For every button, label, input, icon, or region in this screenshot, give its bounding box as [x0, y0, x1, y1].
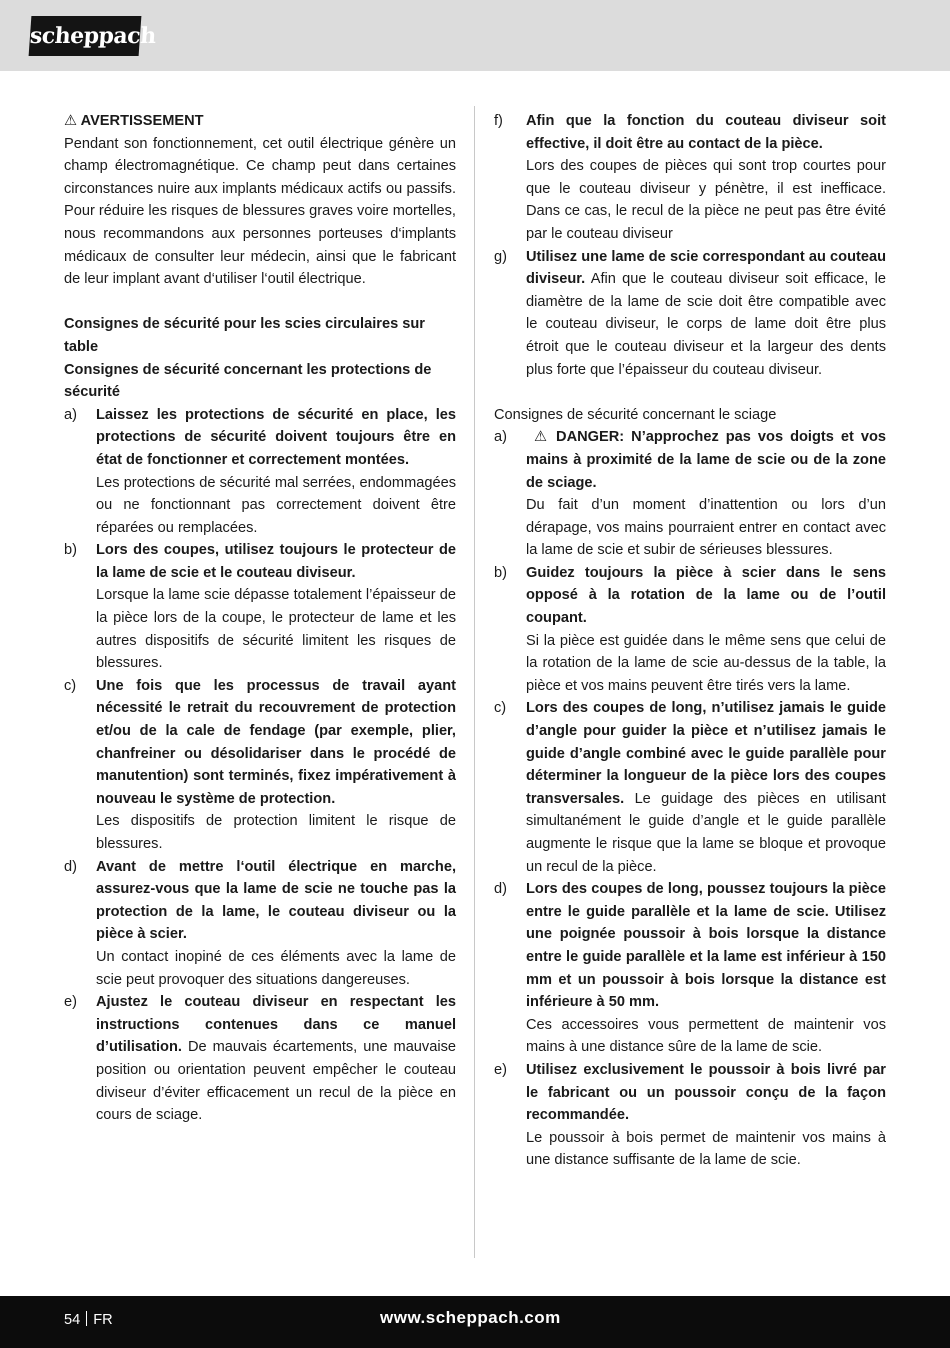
scheppach-logo: scheppach	[29, 16, 142, 56]
warning-text: Pendant son fonctionnement, cet outil électrique génère un champ électromagnétique. Ce champ peut dans certaines circonstances nuire aux implants médicaux actifs ou passifs. Pour réduire les risques de blessures graves voire mortelles, nous recommandons aux personnes porteuses d‘implants médicaux de consulter leur médecin, ainsi que le fabricant de leur implant avant d‘utiliser l‘outil électrique.	[64, 135, 456, 288]
column-divider	[474, 106, 475, 1258]
page-separator	[86, 1311, 87, 1326]
list-item	[64, 404, 456, 540]
item-marker: e)	[64, 994, 77, 1011]
item-instruction: Ajustez le couteau diviseur en respectant les instructions contenues dans ce manuel d’utilisation.	[96, 994, 456, 1056]
item-explanation: Si la pièce est guidée dans le même sens que celui de la rotation de la lame de scie au-dessus de la table, la pièce et vos mains peuvent être tirés vers la lame.	[526, 632, 886, 694]
item-marker: d)	[64, 858, 77, 875]
item-instruction: Guidez toujours la pièce à scier dans le sens opposé à la rotation de la lame ou de l’outil coupant.	[526, 564, 886, 627]
item-marker: f)	[494, 113, 503, 129]
section-heading-protections: Consignes de sécurité concernant les protections de sécurité	[64, 361, 432, 401]
page-indicator	[64, 1309, 113, 1331]
item-explanation: De mauvais écartements, une mauvaise position ou orientation peuvent empêcher le couteau diviseur d’éviter efficacement un recul de la pièce en cours de sciage.	[96, 1039, 456, 1124]
warning-triangle-icon: ⚠	[64, 113, 78, 129]
item-instruction: Lors des coupes, utilisez toujours le protecteur de la lame de scie et le couteau diviseur.	[96, 542, 456, 581]
list-item	[64, 856, 456, 992]
warning-heading	[64, 110, 456, 133]
item-instruction: Laissez les protections de sécurité en place, les protections de sécurité doivent toujours être en état de fonctionner et correctement montées.	[96, 406, 456, 468]
footer-bar	[0, 1296, 950, 1348]
item-explanation: Lorsque la lame scie dépasse totalement l’épaisseur de la pièce lors de la coupe, le protecteur de lame et les autres dispositifs de sécurité limitent les risques de blessures.	[96, 587, 456, 672]
list-item	[494, 426, 886, 562]
item-instruction: Lors des coupes de long, poussez toujours la pièce entre le guide parallèle et la lame de scie. Utilisez une poignée poussoir à bois lorsque la distance entre le guide parallèle et la lame est inférieur à 150 mm et un poussoir à bois lorsque la distance est inférieure à 50 mm.	[526, 881, 886, 1011]
item-instruction: Afin que la fonction du couteau diviseur soit effective, il doit être au contact de la pièce.	[526, 113, 886, 152]
item-instruction: Avant de mettre l‘outil électrique en marche, assurez-vous que la lame de scie ne touche pas la protection de la lame, le couteau diviseur ou la pièce à scier.	[96, 858, 456, 943]
item-instruction: Une fois que les processus de travail ayant nécessité le retrait du recouvrement de protection et/ou de la cale de fendage (par exemple, plier, chanfreiner ou désolidariser dans le procédé de manutention) sont terminés, fixez impérativement à nouveau le système de protection.	[96, 677, 456, 807]
list-item	[64, 991, 456, 1127]
item-marker: g)	[494, 248, 507, 265]
list-item	[494, 878, 886, 1059]
item-explanation: Lors des coupes de pièces qui sont trop courtes pour que le couteau diviseur y pénètre, il est inefficace. Dans ce cas, le recul de la pièce ne peut pas être évité par le couteau diviseur	[526, 158, 886, 242]
item-instruction: Utilisez une lame de scie correspondant au couteau diviseur.	[526, 248, 886, 288]
danger-text: DANGER: N’approchez pas vos doigts et vos mains à proximité de la lame de scie ou de la zone de sciage.	[526, 429, 886, 491]
list-item	[494, 697, 886, 878]
list-item	[494, 1059, 886, 1172]
list-item	[494, 246, 886, 382]
warning-title: AVERTISSEMENT	[80, 113, 204, 129]
left-column	[64, 110, 456, 1127]
item-marker: d)	[494, 881, 507, 898]
item-explanation: Les protections de sécurité mal serrées, endommagées ou ne fonctionnant pas correctement doivent être réparées ou remplacées.	[96, 474, 456, 536]
item-explanation: Afin que le couteau diviseur soit efficace, le diamètre de la lame de scie doit être compatible avec le couteau diviseur, le corps de lame doit être plus étroit que le couteau diviseur et la largeur des dents plus forte que l’épaisseur du couteau diviseur.	[526, 271, 886, 378]
list-item	[494, 562, 886, 698]
section-heading-table-saw: Consignes de sécurité pour les scies circulaires sur table	[64, 316, 425, 355]
item-marker: b)	[64, 542, 77, 559]
item-marker: c)	[494, 700, 507, 717]
item-marker: b)	[494, 564, 507, 581]
website-link[interactable]: www.scheppach.com	[380, 1308, 561, 1327]
list-item	[494, 110, 886, 246]
item-marker: c)	[64, 677, 77, 694]
item-marker: e)	[494, 1061, 507, 1078]
item-marker: a)	[494, 429, 507, 446]
right-column	[494, 110, 886, 1172]
warning-triangle-icon: ⚠	[534, 429, 551, 446]
item-explanation: Ces accessoires vous permettent de maintenir vos mains à une distance sûre de la lame de scie.	[526, 1016, 886, 1056]
header-band	[0, 0, 950, 71]
item-instruction: Lors des coupes de long, n’utilisez jamais le guide d’angle pour guider la pièce et n’utilisez jamais le guide d’angle combiné avec le guide parallèle pour déterminer la longueur de la pièce lors des coupes transversales.	[526, 700, 886, 807]
item-instruction: Utilisez exclusivement le poussoir à bois livré par le fabricant ou un poussoir conçu de la façon recommandée.	[526, 1061, 886, 1124]
item-instruction	[526, 426, 886, 494]
item-explanation: Le guidage des pièces en utilisant simultanément le guide d’angle et le guide parallèle augmente le risque que la lame se bloque et provoque un recul de la pièce.	[526, 790, 886, 875]
item-explanation: Du fait d’un moment d’inattention ou lors d’un dérapage, vos mains pourraient entrer en contact avec la lame de scie et subir de sérieuses blessures.	[526, 497, 886, 559]
section-heading-sawing: Consignes de sécurité concernant le sciage	[494, 406, 777, 423]
list-item	[64, 675, 456, 856]
language-code: FR	[93, 1312, 113, 1328]
list-item	[64, 539, 456, 675]
item-explanation: Les dispositifs de protection limitent le risque de blessures.	[96, 813, 456, 852]
page-number: 54	[64, 1312, 81, 1328]
item-explanation: Un contact inopiné de ces éléments avec la lame de scie peut provoquer des situations dangereuses.	[96, 948, 456, 988]
item-explanation: Le poussoir à bois permet de maintenir vos mains à une distance suffisante de la lame de scie.	[526, 1129, 886, 1169]
item-marker: a)	[64, 406, 77, 423]
